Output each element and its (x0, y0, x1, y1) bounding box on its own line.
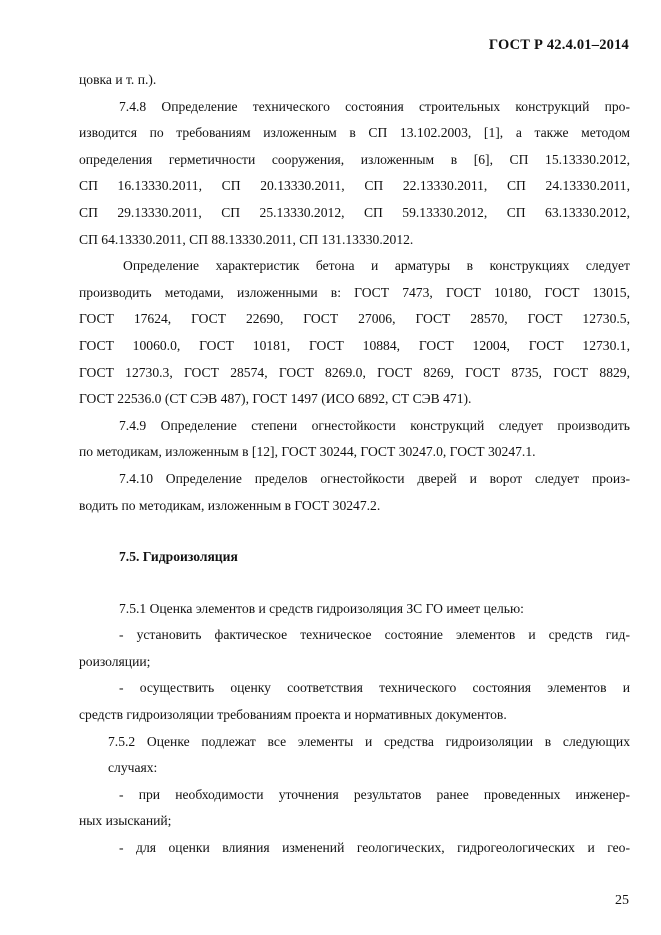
paragraph-7-4-8-line: изводится по требованиям изложенным в СП 13.102.2003, [1], а также методом (79, 125, 630, 141)
section-heading: 7.5. Гидроизоляция (119, 549, 238, 565)
concrete-paragraph-line: производить методами, изложенными в: ГОСТ 7473, ГОСТ 10180, ГОСТ 13015, (79, 284, 630, 300)
concrete-paragraph-line: ГОСТ 17624, ГОСТ 22690, ГОСТ 27006, ГОСТ 28570, ГОСТ 12730.5, (79, 311, 630, 327)
paragraph-7-4-8-line: 7.4.8 Определение технического состояния строительных конструкций про- (119, 98, 630, 114)
text-line: цовка и т. п.). (79, 72, 157, 87)
list-item-line: - при необходимости уточнения результатов ранее проведенных инженер- (119, 786, 630, 802)
list-item-line: - установить фактическое техническое состояние элементов и средств гид- (119, 627, 630, 643)
page-number: 25 (615, 893, 629, 908)
paragraph-7-4-8-line: СП 16.13330.2011, СП 20.13330.2011, СП 22.13330.2011, СП 24.13330.2011, (79, 178, 630, 194)
section-spacer (79, 519, 630, 544)
paragraph-7-5-2-line: 7.5.2 Оценке подлежат все элементы и средства гидроизоляции в следующих (108, 733, 630, 749)
concrete-paragraph-line: ГОСТ 12730.3, ГОСТ 28574, ГОСТ 8269.0, ГОСТ 8269, ГОСТ 8735, ГОСТ 8829, (79, 364, 630, 380)
paragraph-7-4-9-line: 7.4.9 Определение степени огнестойкости конструкций следует производить (119, 417, 630, 433)
paragraph-7-4-8-line: СП 64.13330.2011, СП 88.13330.2011, СП 131.13330.2012. (79, 231, 414, 247)
paragraph-7-4-10-line: 7.4.10 Определение пределов огнестойкости дверей и ворот следует произ- (119, 470, 630, 486)
list-item-line: роизоляции; (79, 653, 151, 669)
paragraph-7-5-1-line: 7.5.1 Оценка элементов и средств гидроизоляция ЗС ГО имеет целью: (119, 600, 524, 616)
paragraph-7-5-2-line: случаях: (108, 760, 158, 776)
document-header: ГОСТ Р 42.4.01–2014 (488, 37, 629, 53)
body-text (79, 67, 630, 862)
concrete-paragraph-line: ГОСТ 10060.0, ГОСТ 10181, ГОСТ 10884, ГОСТ 12004, ГОСТ 12730.1, (79, 337, 630, 353)
paragraph-7-4-8-line: СП 29.13330.2011, СП 25.13330.2012, СП 59.13330.2012, СП 63.13330.2012, (79, 204, 630, 220)
section-spacer (79, 571, 630, 596)
list-item-line: - осуществить оценку соответствия технического состояния элементов и (119, 680, 630, 696)
list-item-line: средств гидроизоляции требованиям проекта и нормативных документов. (79, 707, 507, 723)
paragraph-7-4-9-line: по методикам, изложенным в [12], ГОСТ 30244, ГОСТ 30247.0, ГОСТ 30247.1. (79, 444, 536, 460)
concrete-paragraph-line: ГОСТ 22536.0 (СТ СЭВ 487), ГОСТ 1497 (ИСО 6892, СТ СЭВ 471). (79, 391, 472, 407)
list-item-line: - для оценки влияния изменений геологических, гидрогеологических и гео- (119, 840, 630, 856)
concrete-paragraph-line: Определение характеристик бетона и арматуры в конструкциях следует (123, 258, 630, 274)
paragraph-7-4-10-line: водить по методикам, изложенным в ГОСТ 30247.2. (79, 497, 381, 513)
paragraph-7-4-8-line: определения герметичности сооружения, изложенным в [6], СП 15.13330.2012, (79, 151, 630, 167)
list-item-line: ных изысканий; (79, 813, 172, 829)
